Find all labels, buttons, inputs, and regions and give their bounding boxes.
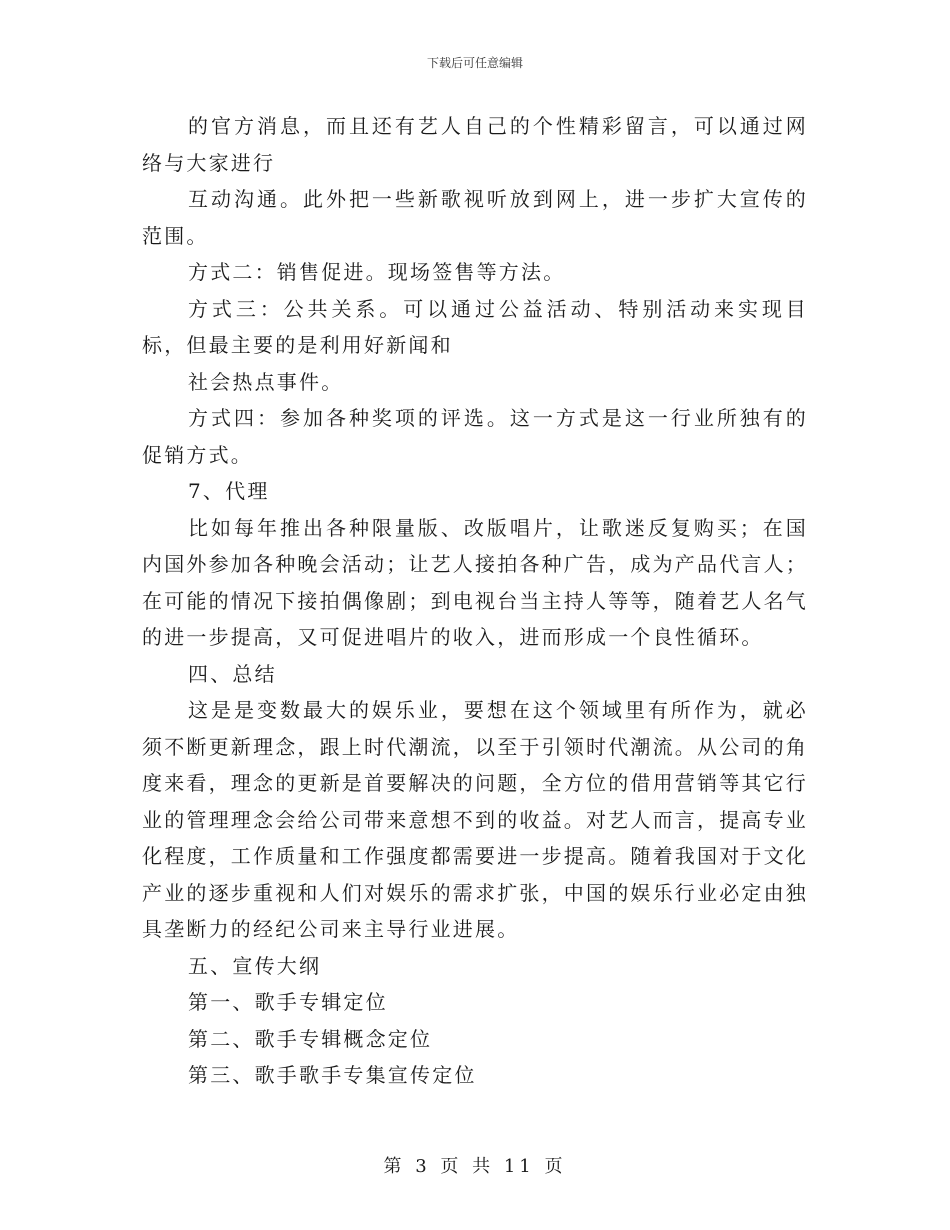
document-body [142,108,808,1094]
section-heading: 四、总结 [188,661,277,686]
list-item: 第三、歌手歌手专集宣传定位 [188,1063,477,1087]
paragraph: 的官方消息，而且还有艺人自己的个性精彩留言，可以通过网络与大家进行 [142,114,808,175]
paragraph: 方式四：参加各种奖项的评选。这一方式是这一行业所独有的促销方式。 [142,406,808,467]
section-heading: 五、宣传大纲 [188,953,322,978]
list-item: 第二、歌手专辑概念定位 [188,1026,433,1051]
page-header: 下载后可任意编辑 [426,56,523,70]
page-number: 第 3 页 共 11 页 [383,1156,567,1177]
section-heading: 7、代理 [188,479,270,503]
paragraph: 方式二：销售促进。现场签售等方法。 [188,260,566,284]
paragraph: 这是是变数最大的娱乐业，要想在这个领域里有所作为，就必须不断更新理念，跟上时代潮流，以至于引领时代潮流。从公司的角度来看，理念的更新是首要解决的问题，全方位的借用营销等其它行业的管理理念会给公司带来意想不到的收益。对艺人而言，提高专业化程度，工作质量和工作强度都需要进一步提高。随着我国对于文化产业的逐步重视和人们对娱乐的需求扩张，中国的娱乐行业必定由独具垄断力的经纪公司来主导行业进展。 [142,698,808,941]
paragraph: 比如每年推出各种限量版、改版唱片，让歌迷反复购买；在国内国外参加各种晚会活动；让艺人接拍各种广告，成为产品代言人；在可能的情况下接拍偶像剧；到电视台当主持人等等，随着艺人名气的进一步提高，又可促进唱片的收入，进而形成一个良性循环。 [142,515,808,649]
list-item: 第一、歌手专辑定位 [188,990,388,1014]
paragraph: 互动沟通。此外把一些新歌视听放到网上，进一步扩大宣传的范围。 [142,187,808,248]
paragraph: 社会热点事件。 [188,369,344,394]
paragraph: 方式三：公共关系。可以通过公益活动、特别活动来实现目标，但最主要的是利用好新闻和 [142,296,808,357]
